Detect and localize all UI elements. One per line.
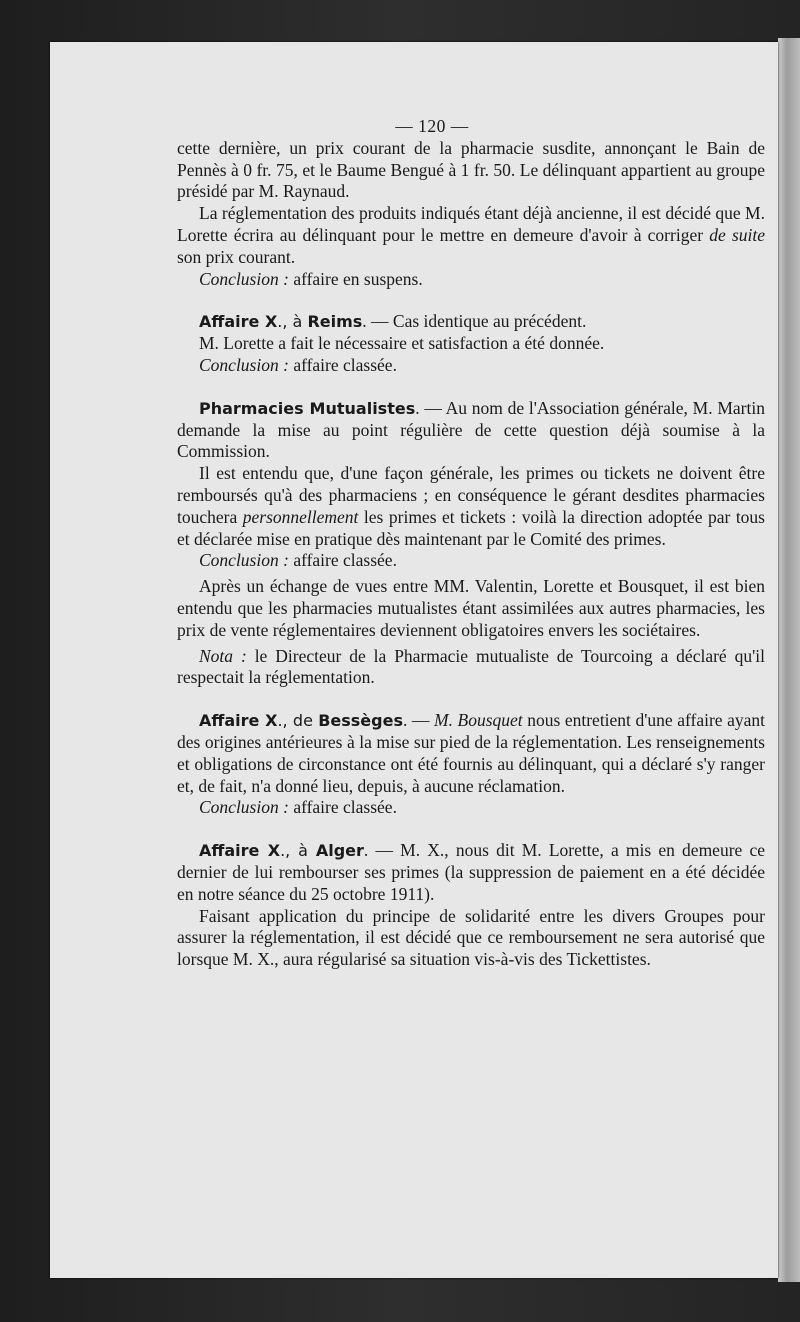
conclusion [177,797,765,819]
conclusion-label: Conclusion : [199,550,289,571]
paragraph-text: Faisant application du principe de solidarité entre les divers Groupes pour assurer la réglementation, il est décidé que ce remboursement ne sera autorisé que lorsque M. X., aura régularisé sa situation vis-à-vis des Tickettistes. [177,905,765,970]
section-heading: Affaire X., à Alger [199,841,364,861]
nota-label: Nota : [199,645,247,666]
paragraph-text: M. X., nous dit M. Lorette, a mis en demeure ce dernier de lui rembourser ses primes (la suppression de paiement en a été décidée en notre séance du 25 octobre 1911). [177,840,766,904]
conclusion-label: Conclusion : [199,354,289,375]
paragraph-text: Après un échange de vues entre MM. Valentin, Lorette et Bousquet, il est bien entendu que les pharmacies mutualistes étant assimilées aux autres pharmacies, les prix de vente réglementaires deviennent obligatoires envers les sociétaires. [177,576,765,640]
paragraph [177,138,765,203]
conclusion-text: affaire classée. [288,797,397,818]
conclusion-text: affaire en suspens. [288,268,423,289]
paragraph [177,463,765,550]
paragraph [177,333,765,355]
page-content [177,116,765,971]
paragraph-text: le Directeur de la Pharmacie mutualiste de Tourcoing a déclaré qu'il respectait la réglementation. [177,645,765,688]
paragraph-text: Cas identique au précédent. [392,311,587,332]
conclusion [177,355,765,377]
paragraph [177,203,765,268]
paragraph-text: son prix courant. [177,246,296,267]
paragraph-text: les primes et tickets : voilà la direction adoptée par tous et déclarée mise en pratique dès maintenant par le Comité des primes. [177,506,765,549]
section-reims: Affaire X., à Reims. — Cas identique au précédent. [199,311,587,332]
paragraph [177,906,765,971]
paragraph-text: La réglementation des produits indiqués étant déjà ancienne, il est décidé que M. Lorette écrira au délinquant pour le mettre en demeure d'avoir à corriger [177,203,765,245]
conclusion [177,269,765,291]
emphasis: M. Bousquet [434,710,523,731]
section-heading: Affaire X., de Bessèges [199,711,403,731]
emphasis: de suite [709,224,765,245]
section-besseges: Affaire X., de Bessèges. — M. Bousquet nous entretient d'une affaire ayant des origines antérieures à la mise sur pied de la réglementation. Les renseignements et obligations de circonstance ont été fournis au délinquant, qui a déclaré s'y ranger et, de fait, n'a donné lieu, depuis, à aucune réclamation. [177,710,766,796]
emphasis: personnellement [242,506,359,527]
paragraph [177,576,765,641]
nota [177,646,765,690]
paragraph-text: Au nom de l'Association générale, M. Martin demande la mise au point régulière de cette question déjà soumise à la Commission. [177,397,765,462]
section-alger: Affaire X., à Alger. — M. X., nous dit M. Lorette, a mis en demeure ce dernier de lui rembourser ses primes (la suppression de paiement en a été décidée en notre séance du 25 octobre 1911). [177,840,766,904]
conclusion-text: affaire classée. [288,354,397,375]
page-edge [778,38,800,1282]
paragraph-text: M. Lorette a fait le nécessaire et satisfaction a été donnée. [199,333,605,354]
section-heading: Affaire X., à Reims [199,312,363,332]
conclusion [177,550,765,572]
conclusion-text: affaire classée. [288,550,397,571]
conclusion-label: Conclusion : [199,797,289,818]
paragraph-text: nous entretient d'une affaire ayant des origines antérieures à la mise sur pied de la réglementation. Les renseignements et obligations de circonstance ont été fournis au délinquant, qui a déclaré s'y ranger et, de fait, n'a donné lieu, depuis, à aucune réclamation. [177,710,766,796]
paragraph-text: Il est entendu que, d'une façon générale, les primes ou tickets ne doivent être remboursés qu'à des pharmaciens ; en conséquence le gérant desdites pharmacies touchera [177,463,765,527]
conclusion-label: Conclusion : [199,268,289,289]
paragraph-text: cette dernière, un prix courant de la pharmacie susdite, annonçant le Bain de Pennès à 0 fr. 75, et le Baume Bengué à 1 fr. 50. Le délinquant appartient au groupe présidé par M. Raynaud. [177,137,765,202]
section-pharmacies-mutualistes: Pharmacies Mutualistes. — Au nom de l'Association générale, M. Martin demande la mise au point régulière de cette question déjà soumise à la Commission. [177,397,765,462]
section-heading: Pharmacies Mutualistes [199,398,416,418]
page-number: — 120 — [395,116,469,136]
